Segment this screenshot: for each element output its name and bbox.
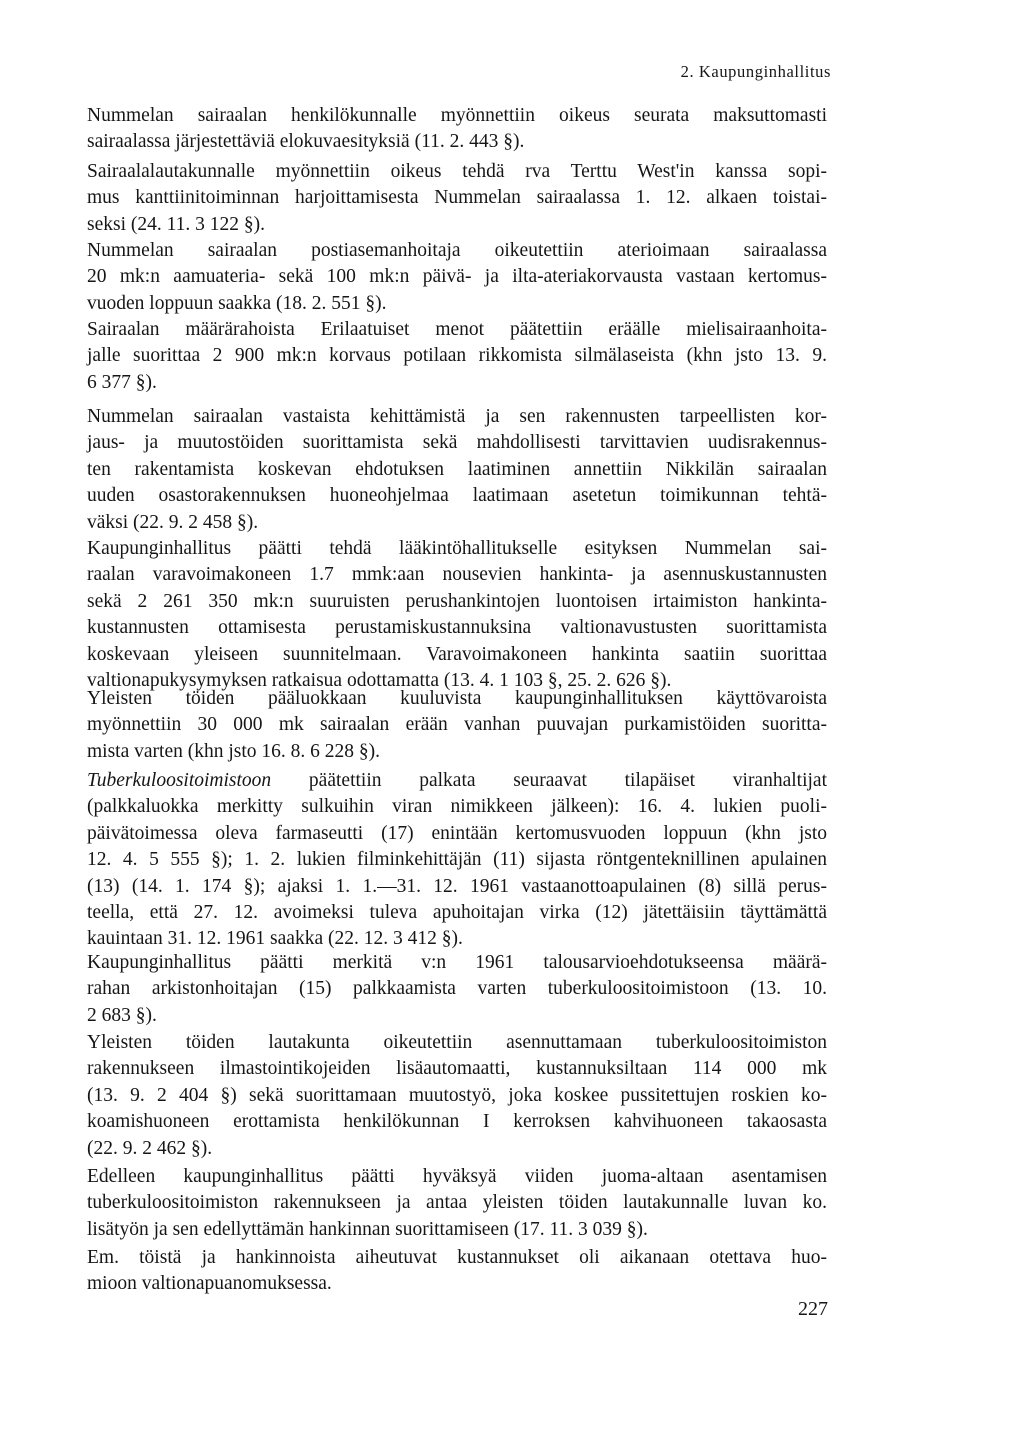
text-line: jalle suorittaa 2 900 mk:n korvaus potilaan rikkomista silmälaseista (khn jsto 13. 9. [87,345,827,367]
text-line: mioon valtionapuanomuksessa. [87,1273,332,1295]
text-line: raalan varavoimakoneen 1.7 mmk:aan nousevien hankinta- ja asennuskustannusten [87,564,827,586]
text-line: kustannusten ottamisesta perustamiskustannuksina valtionavustusten suorittamista [87,617,827,639]
text-line: Yleisten töiden pääluokkaan kuuluvista kaupunginhallituksen käyttövaroista [87,688,827,709]
text-line: 20 mk:n aamuateria- sekä 100 mk:n päivä- ja ilta-ateriakorvausta vastaan kertomus- [87,266,827,288]
text-line: seksi (24. 11. 3 122 §). [87,213,266,235]
text-line [87,768,827,794]
paragraph [87,536,827,694]
text-line: kauintaan 31. 12. 1961 saakka (22. 12. 3 412 §). [87,928,463,950]
paragraph [87,404,827,536]
italic-lead: Tuberkuloositoimistoon [87,770,272,791]
text-line: rakennukseen ilmastointikojeiden lisäautomaatti, kustannuksiltaan 114 000 mk [87,1058,827,1080]
paragraph [87,950,827,1029]
text-line: väksi (22. 9. 2 458 §). [87,511,259,533]
text-line: Nummelan sairaalan vastaista kehittämistä ja sen rakennusten tarpeellisten kor- [87,406,827,427]
paragraph [87,1030,827,1162]
text-line: 6 377 §). [87,371,157,393]
text-line: valtionapukysymyksen ratkaisua odottamatta (13. 4. 1 103 §, 25. 2. 626 §). [87,670,672,692]
text-line: rahan arkistonhoitajan (15) palkkaamista varten tuberkuloositoimistoon (13. 10. [87,978,827,1000]
text-line: Kaupunginhallitus päätti tehdä lääkintöhallitukselle esityksen Nummelan sai- [87,538,827,559]
text-line: (13) (14. 1. 174 §); ajaksi 1. 1.—31. 12. 1961 vastaanottoapulainen (8) sillä perus- [87,875,827,897]
text-line: mista varten (khn jsto 16. 8. 6 228 §). [87,740,381,762]
text-line: päivätoimessa oleva farmaseutti (17) enintään kertomusvuoden loppuun (khn jsto [87,822,827,844]
text-line: Sairaalalautakunnalle myönnettiin oikeus tehdä rva Terttu West'in kanssa sopi- [87,161,827,182]
text-line: lisätyön ja sen edellyttämän hankinnan suorittamiseen (17. 11. 3 039 §). [87,1218,648,1240]
text-line: ten rakentamista koskevan ehdotuksen laatiminen annettiin Nikkilän sairaalan [87,458,827,480]
text-line: Kaupunginhallitus päätti merkitä v:n 1961 talousarvioehdotukseensa määrä- [87,952,827,973]
text-line: 2 683 §). [87,1004,157,1026]
paragraph [87,1245,827,1298]
text-line: Sairaalan määrärahoista Erilaatuiset menot päätettiin eräälle mielisairaanhoita- [87,319,827,340]
text-line: vuoden loppuun saakka (18. 2. 551 §). [87,292,387,314]
paragraph [87,686,827,765]
text-line: sekä 2 261 350 mk:n suuruisten perushankintojen luontoisen irtaimiston hankinta- [87,590,827,612]
paragraph [87,1164,827,1243]
text-line: tuberkuloositoimiston rakennukseen ja antaa yleisten töiden lautakunnalle luvan ko. [87,1192,827,1214]
text-line: Yleisten töiden lautakunta oikeutettiin asennuttamaan tuberkuloositoimiston [87,1032,827,1053]
paragraph [87,317,827,396]
text-line: koamishuoneen erottamista henkilökunnan I kerroksen kahvihuoneen takaosasta [87,1111,827,1133]
line-text: päätettiin palkata seuraavat tilapäiset viranhaltijat [271,770,827,791]
text-line: Em. töistä ja hankinnoista aiheutuvat kustannukset oli aikanaan otettava huo- [87,1247,827,1268]
text-line: Nummelan sairaalan postiasemanhoitaja oikeutettiin aterioimaan sairaalassa [87,240,827,261]
text-line: 12. 4. 5 555 §); 1. 2. lukien filminkehittäjän (11) sijasta röntgenteknillinen apulainen [87,849,827,871]
text-line: koskevaan yleiseen suunnitelmaan. Varavoimakoneen hankinta saatiin suorittaa [87,643,827,665]
paragraph [87,103,827,156]
text-line: mus kanttiinitoiminnan harjoittamisesta Nummelan sairaalassa 1. 12. alkaen toistai- [87,187,827,209]
text-line: (22. 9. 2 462 §). [87,1137,213,1159]
text-line: (palkkaluokka merkitty sulkuihin viran nimikkeen jälkeen): 16. 4. lukien puoli- [87,796,827,818]
text-line: Edelleen kaupunginhallitus päätti hyväksyä viiden juoma-altaan asentamisen [87,1166,827,1187]
running-header: 2. Kaupunginhallitus [680,62,831,81]
text-line: Nummelan sairaalan henkilökunnalle myönnettiin oikeus seurata maksuttomasti [87,105,827,126]
text-line: uuden osastorakennuksen huoneohjelmaa laatimaan asetetun toimikunnan tehtä- [87,485,827,507]
paragraph [87,768,827,953]
text-line: sairaalassa järjestettäviä elokuvaesityksiä (11. 2. 443 §). [87,131,525,153]
page-number: 227 [798,1298,828,1320]
text-line: (13. 9. 2 404 §) sekä suorittamaan muutostyö, joka koskee pussitettujen roskien ko- [87,1084,827,1106]
text-line: teella, että 27. 12. avoimeksi tuleva apuhoitajan virka (12) jätettäisiin täyttämättä [87,902,827,924]
paragraph [87,238,827,317]
paragraph [87,159,827,238]
text-line: myönnettiin 30 000 mk sairaalan erään vanhan puuvajan purkamistöiden suoritta- [87,714,827,736]
text-line: jaus- ja muutostöiden suorittamista sekä mahdollisesti tarvittavien uudisrakennus- [87,432,827,454]
